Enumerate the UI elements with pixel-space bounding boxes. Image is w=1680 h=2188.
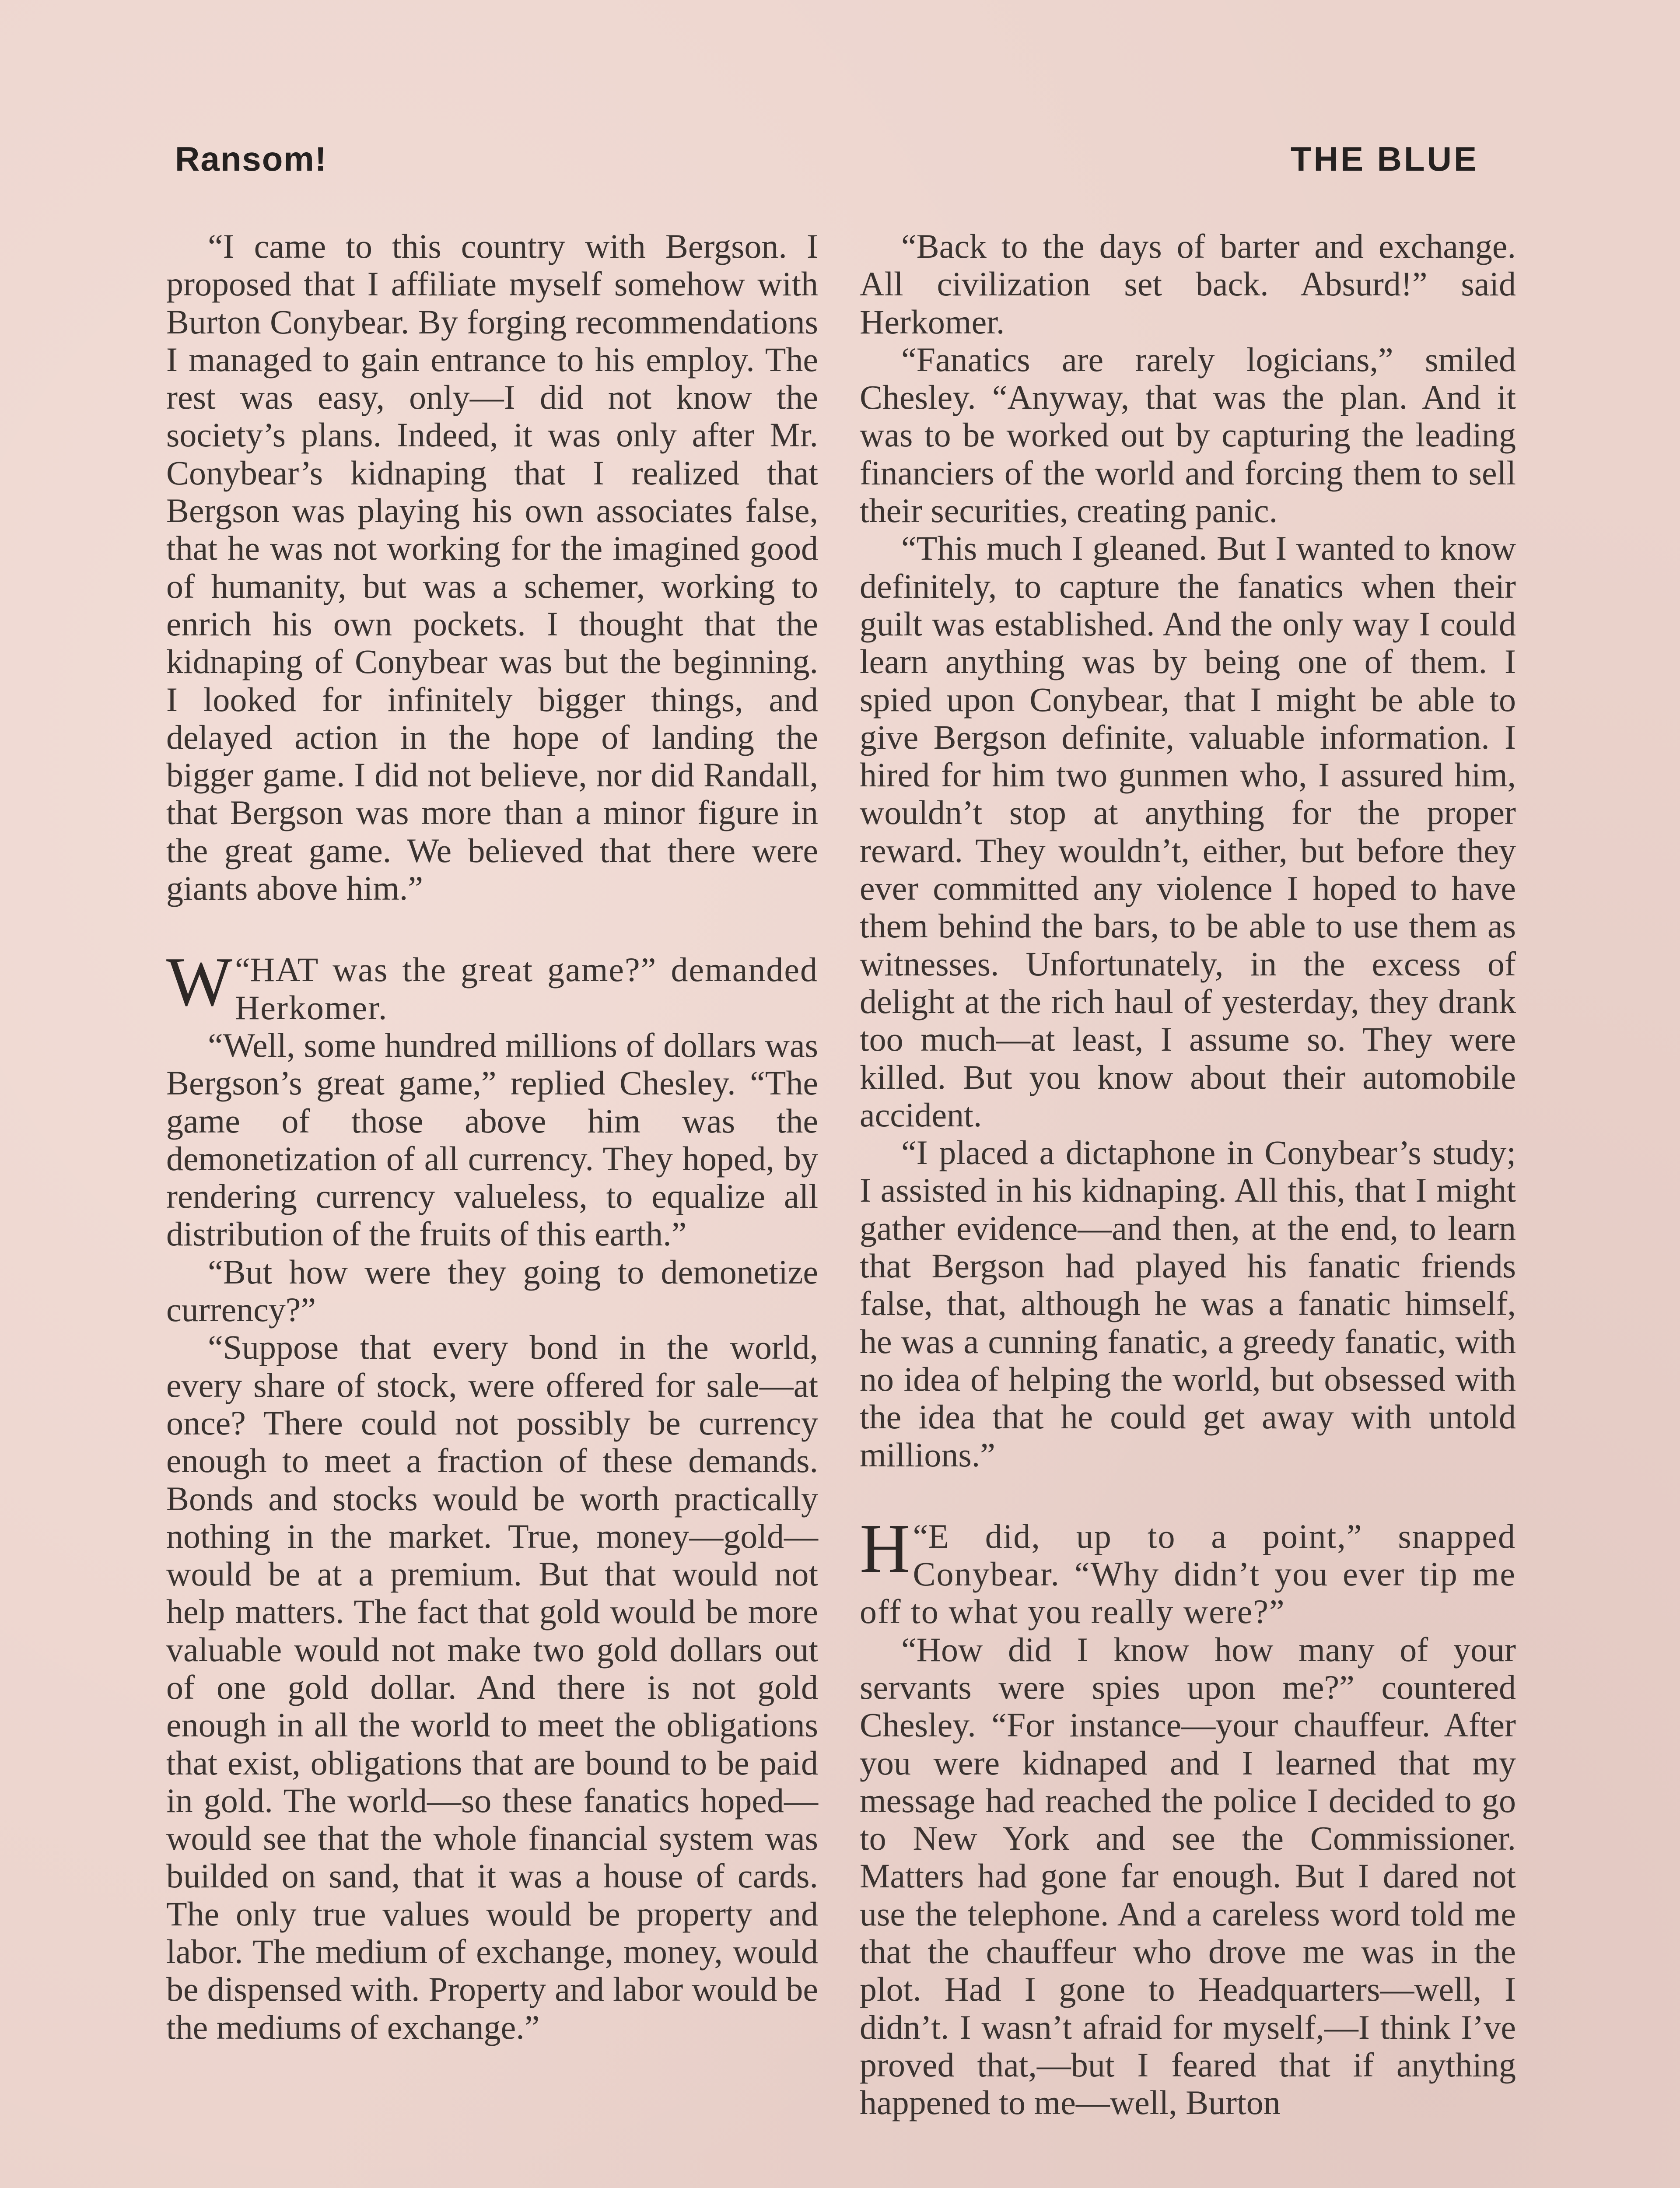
magazine-title-header: THE BLUE	[1291, 140, 1479, 178]
opening-quote: “	[235, 950, 250, 989]
dropcap-paragraph	[166, 943, 818, 1027]
paragraph-text: E did, up to a point,” snapped Conybear. “Why didn’t you ever tip me off to what you really were?”	[860, 1517, 1516, 1631]
paragraph: “This much I gleaned. But I wanted to know definitely, to capture the fanatics when their guilt was established. And the only way I could learn anything was by being one of them. I spied upon Conybear, that I might be able to give Bergson definite, valuable information. I hired for him two gunmen who, I assured him, wouldn’t stop at anything for the proper reward. They wouldn’t, either, but before they ever committed any violence I hoped to have them behind the bars, to be able to use them as witnesses. Unfortunately, in the excess of delight at the rich haul of yesterday, they drank too much—at least, I assume so. They were killed. But you know about their automobile accident.	[860, 529, 1516, 1134]
opening-quote: “	[913, 1517, 928, 1555]
paragraph: “I placed a dictaphone in Conybear’s study; I assisted in his kidnaping. All this, that I might gather evidence—and then, at the end, to learn that Bergson had played his fanatic friends false, that, although he was a fanatic himself, he was a cunning fanatic, a greedy fanatic, with no idea of helping the world, but obsessed with the idea that he could get away with untold millions.”	[860, 1133, 1516, 1474]
drop-cap: W	[166, 943, 233, 1021]
paragraph: “How did I know how many of your servants were spies upon me?” countered Chesley. “For instance—your chauffeur. After you were kidnaped and I learned that my message had reached the police I decided to go to New York and see the Commissioner. Matters had gone far enough. But I dared not use the telephone. And a careless word told me that the chauffeur who drove me was in the plot. Had I gone to Headquarters—well, I didn’t. I wasn’t afraid for myself,—I think I’ve proved that,—but I feared that if anything happened to me—well, Burton	[860, 1630, 1516, 2122]
paragraph: “Fanatics are rarely logicians,” smiled Chesley. “Anyway, that was the plan. And it was to be worked out by capturing the leading financiers of the world and forcing them to sell their securities, creating panic.	[860, 340, 1516, 530]
story-title-header: Ransom!	[175, 140, 327, 178]
dropcap-paragraph	[860, 1509, 1516, 1631]
paragraph: “Suppose that every bond in the world, every share of stock, were offered for sale—at once? There could not possibly be currency enough to meet a fraction of these demands. Bonds and stocks would be worth practically nothing in the market. True, money—gold—would be at a premium. But that would not help matters. The fact that gold would be more valuable would not make two gold dollars out of one gold dollar. And there is not gold enough in all the world to meet the obligations that exist, obligations that are bound to be paid in gold. The world—so these fanatics hoped—would see that the whole financial system was builded on sand, that it was a house of cards. The only true values would be property and labor. The medium of exchange, money, would be dispensed with. Property and labor would be the mediums of exchange.”	[166, 1328, 818, 2046]
left-text-column	[166, 228, 818, 2046]
section-break	[166, 907, 818, 951]
paragraph: “I came to this country with Bergson. I proposed that I affiliate myself somehow with Burton Conybear. By forging recommendations I managed to gain entrance to his employ. The rest was easy, only—I did not know the society’s plans. Indeed, it was only after Mr. Conybear’s kidnaping that I realized that Bergson was playing his own associates false, that he was not working for the imagined good of humanity, but was a schemer, working to enrich his own pockets. I thought that the kidnaping of Conybear was but the beginning. I looked for infinitely bigger things, and delayed action in the hope of landing the bigger game. I did not believe, nor did Randall, that Bergson was more than a minor figure in the great game. We believed that there were giants above him.”	[166, 227, 818, 908]
paragraph: “Back to the days of barter and exchange. All civilization set back. Absurd!” said Herkomer.	[860, 227, 1516, 341]
drop-cap: H	[860, 1509, 910, 1587]
right-text-column	[860, 228, 1516, 2122]
section-break	[860, 1474, 1516, 1518]
paragraph: “Well, some hundred millions of dollars was Bergson’s great game,” replied Chesley. “The game of those above him was the demonetization of all currency. They hoped, by rendering currency valueless, to equalize all distribution of the fruits of this earth.”	[166, 1026, 818, 1253]
paragraph-text: HAT was the great game?” demanded Herkomer.	[235, 950, 818, 1027]
paragraph: “But how were they going to demonetize currency?”	[166, 1252, 818, 1329]
